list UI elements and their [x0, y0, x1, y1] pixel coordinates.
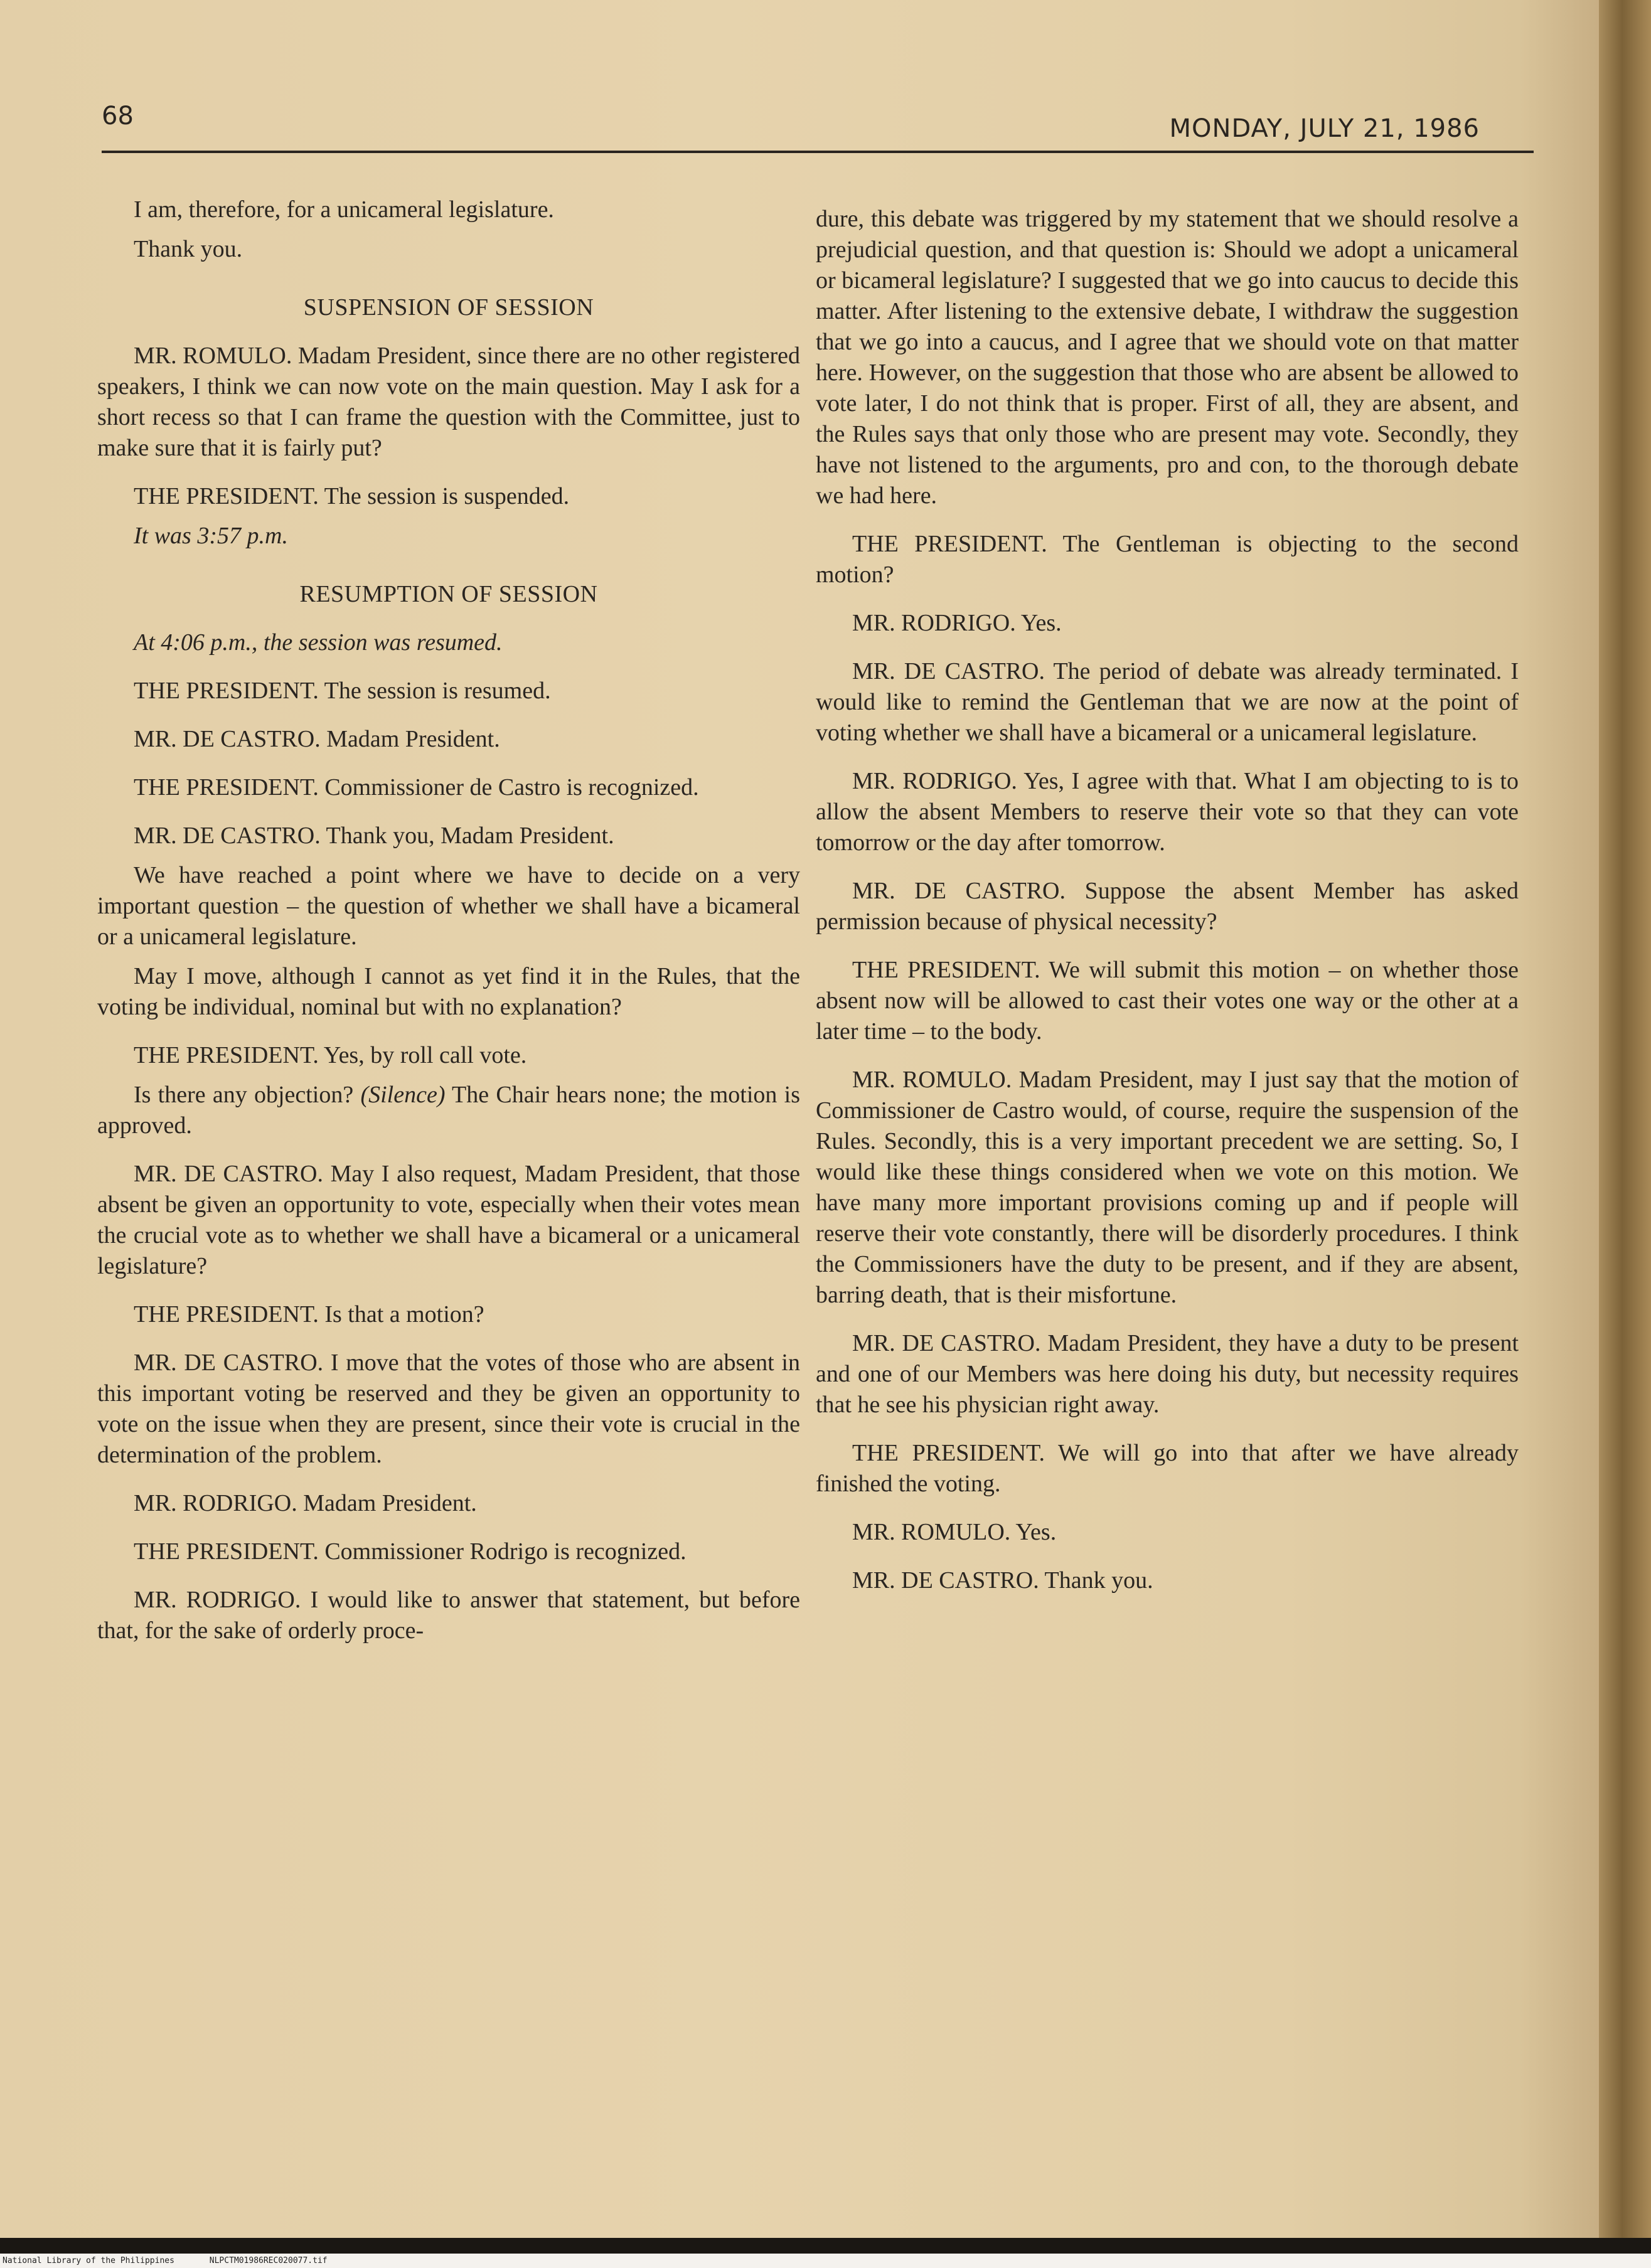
stage-direction: At 4:06 p.m., the session was resumed. — [134, 629, 503, 656]
paragraph: THE PRESIDENT. The Gentleman is objecting to the second motion? — [816, 531, 1519, 588]
paragraph: I am, therefore, for a unicameral legislature. — [134, 196, 554, 223]
paragraph: MR. DE CASTRO. Thank you, Madam President. — [134, 823, 614, 849]
paragraph: MR. DE CASTRO. I move that the votes of those who are absent in this important voting be reserved and they be given an opportunity to vote on the issue when they are present, since their vote is crucial in the determination of the problem. — [97, 1350, 800, 1468]
page-number: 68 — [102, 102, 134, 130]
paragraph: MR. RODRIGO. Yes, I agree with that. What I am objecting to is to allow the absent Members to reserve their vote so that they can vote tomorrow or the day after tomorrow. — [816, 768, 1519, 856]
paragraph: MR. DE CASTRO. The period of debate was already terminated. I would like to remind the Gentleman that we are now at the point of voting whether we shall have a bicameral or a unicameral legislature. — [816, 658, 1519, 746]
section-heading: RESUMPTION OF SESSION — [299, 581, 598, 607]
running-header-date: MONDAY, JULY 21, 1986 — [1169, 114, 1480, 143]
header-rule — [102, 151, 1534, 153]
paragraph: THE PRESIDENT. Is that a motion? — [134, 1301, 484, 1328]
paragraph: Thank you. — [134, 236, 243, 262]
stage-direction: It was 3:57 p.m. — [134, 523, 288, 549]
paragraph: May I move, although I cannot as yet find it in the Rules, that the voting be individual, nominal but with no explanation? — [97, 963, 800, 1020]
scan-filename: NLPCTM01986REC020077.tif — [209, 2256, 328, 2265]
paragraph: THE PRESIDENT. We will submit this motion – on whether those absent now will be allowed to cast their votes one way or the other at a later time – to the body. — [816, 957, 1519, 1045]
book-spine-edge — [1599, 0, 1651, 2238]
paragraph: THE PRESIDENT. Commissioner de Castro is recognized. — [134, 774, 699, 801]
paragraph: MR. DE CASTRO. May I also request, Madam President, that those absent be given an opportunity to vote, especially when their votes mean the crucial vote as to whether we shall have a bicameral or a unicameral legislature? — [97, 1161, 800, 1279]
paragraph: MR. RODRIGO. Madam President. — [134, 1490, 477, 1516]
paragraph: We have reached a point where we have to decide on a very important question – the question of whether we shall have a bicameral or a unicameral legislature. — [97, 862, 800, 950]
scan-footer — [0, 2254, 1651, 2268]
silence-annotation: (Silence) — [360, 1082, 446, 1108]
paragraph: MR. RODRIGO. I would like to answer that statement, but before that, for the sake of orderly proce- — [97, 1587, 800, 1644]
left-column — [97, 194, 800, 1664]
paragraph: THE PRESIDENT. Yes, by roll call vote. — [134, 1042, 527, 1068]
paragraph: MR. ROMULO. Madam President, may I just say that the motion of Commissioner de Castro would, of course, require the suspension of the Rules. Secondly, this is a very important precedent we are setting. So, I would like these things considered when we vote on this motion. We have many more important provisions coming up and if people will reserve their vote constantly, there will be disorderly procedures. I think the Commissioners have the duty to be present, and if they are absent, barring death, that is their misfortune. — [816, 1067, 1519, 1308]
paragraph: THE PRESIDENT. Commissioner Rodrigo is recognized. — [134, 1538, 687, 1565]
paragraph: MR. ROMULO. Yes. — [852, 1519, 1057, 1545]
paragraph: MR. DE CASTRO. Madam President. — [134, 726, 500, 752]
paragraph: MR. DE CASTRO. Madam President, they have a duty to be present and one of our Members was here doing his duty, but necessity requires that he see his physician right away. — [816, 1330, 1519, 1418]
paragraph: THE PRESIDENT. The session is resumed. — [134, 678, 551, 704]
paragraph: MR. ROMULO. Madam President, since there are no other registered speakers, I think we can now vote on the main question. May I ask for a short recess so that I can frame the question with the Committee, just to make sure that it is fairly put? — [97, 343, 800, 461]
section-heading: SUSPENSION OF SESSION — [303, 294, 594, 321]
paragraph: MR. DE CASTRO. Thank you. — [852, 1567, 1153, 1594]
paragraph: THE PRESIDENT. We will go into that after we have already finished the voting. — [816, 1440, 1519, 1497]
paragraph-with-silence: Is there any objection? (Silence) The Chair hears none; the motion is approved. — [97, 1082, 800, 1139]
paragraph: THE PRESIDENT. The session is suspended. — [134, 483, 570, 509]
paragraph: dure, this debate was triggered by my statement that we should resolve a prejudicial question, and that question is: Should we adopt a unicameral or bicameral legislature? I suggested that we go into caucus to decide this matter. After listening to the extensive debate, I withdraw the suggestion that we go into a caucus, and I agree that we should vote on that matter here. However, on the suggestion that those who are absent be allowed to vote later, I do not think that is proper. First of all, they are absent, and the Rules says that only those who are present may vote. Secondly, they have not listened to the arguments, pro and con, to the thorough debate we had here. — [816, 206, 1519, 509]
right-column — [816, 204, 1519, 1614]
library-credit: National Library of the Philippines — [3, 2256, 174, 2265]
paragraph: MR. DE CASTRO. Suppose the absent Member has asked permission because of physical necessity? — [816, 878, 1519, 935]
paragraph: MR. RODRIGO. Yes. — [852, 610, 1062, 636]
